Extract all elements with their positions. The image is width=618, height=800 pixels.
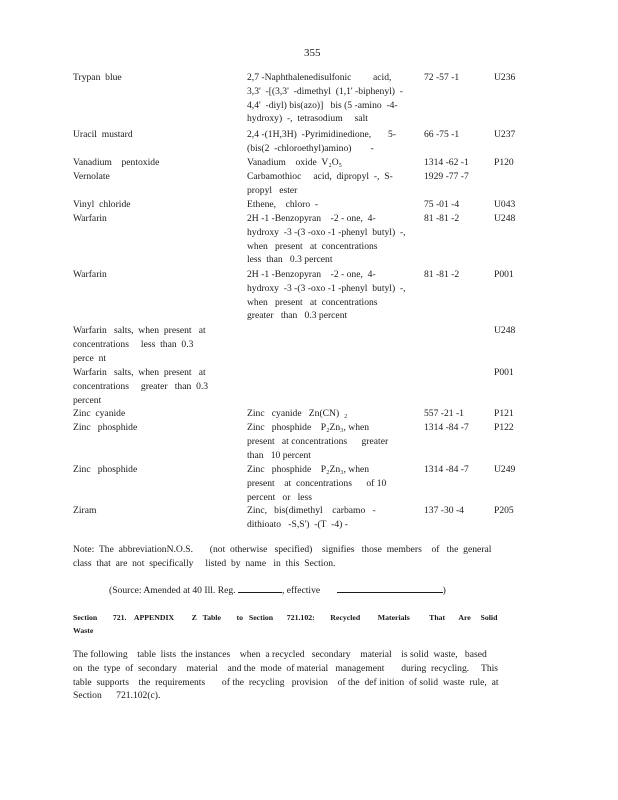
substance-name	[73, 71, 233, 85]
body-line: Section 721.102(c).	[73, 690, 161, 702]
chemical-abstracts-name-line: 4,4' -diyl) bis(azo)] bis (5 -amino -4-	[247, 99, 398, 111]
chemical-abstracts-name-line: Carbamothioc acid, dipropyl -, S-	[247, 171, 393, 182]
chemical-abstracts-name-line: 2H -1 -Benzopyran -2 - one, 4-	[247, 269, 376, 280]
hazardous-waste-number-line: U249	[494, 464, 516, 475]
cas-number-line: 81 -81 -2	[424, 213, 460, 224]
chemical-abstracts-name-line: greater than 0.3 percent	[247, 310, 348, 322]
chemical-abstracts-name-line: less than 0.3 percent	[247, 254, 333, 266]
hazardous-waste-number-line: P205	[494, 505, 514, 516]
substance-name-line: concentrations less than 0.3	[73, 338, 194, 350]
chemical-abstracts-name-line: when present at concentrations	[247, 240, 378, 252]
chemical-abstracts-name-line: than 10 percent	[247, 449, 311, 461]
hazardous-waste-number	[494, 71, 534, 85]
note-line: Note: The abbreviationN.O.S. (not otherwise specified) signifies those members of the general	[73, 544, 492, 555]
chemical-abstracts-name	[247, 268, 417, 323]
cas-number	[424, 198, 484, 212]
chemical-abstracts-name-line: 2,4 -(1H,3H) -Pyrimidinedione, 5-	[247, 129, 396, 140]
chemical-abstracts-name	[247, 71, 417, 126]
cas-number	[424, 71, 484, 85]
cas-number-line: 1929 -77 -7	[424, 171, 469, 182]
cas-number	[424, 170, 484, 184]
substance-name	[73, 156, 233, 170]
cas-number	[424, 463, 484, 477]
substance-name	[73, 212, 233, 226]
note-paragraph	[73, 543, 543, 571]
substance-name-line: Zinc cyanide	[73, 408, 126, 419]
substance-name	[73, 198, 233, 212]
hazardous-waste-number	[494, 128, 534, 142]
chemical-abstracts-name-line: propyl ester	[247, 184, 298, 196]
cas-number	[424, 407, 484, 421]
chemical-abstracts-name-line: hydroxy) -, tetrasodium salt	[247, 113, 368, 125]
hazardous-waste-number-line: P001	[494, 269, 514, 280]
substance-name-line: Vinyl chloride	[73, 199, 131, 210]
cas-number-line: 1314 -62 -1	[424, 157, 469, 168]
section-heading-line: Waste	[73, 626, 94, 635]
cas-number-line: 137 -30 -4	[424, 505, 464, 516]
hazardous-waste-number-line: U248	[494, 325, 516, 336]
source-line	[109, 583, 446, 596]
note-line: class that are not specifically listed by name in this Section.	[73, 557, 336, 569]
substance-name-line: Uracil mustard	[73, 129, 133, 140]
substance-name	[73, 504, 233, 518]
substance-name-line: Warfarin	[73, 213, 107, 224]
substance-name	[73, 463, 233, 477]
chemical-abstracts-name-line: when present at concentrations	[247, 296, 378, 308]
hazardous-waste-number-line: U236	[494, 72, 516, 83]
chemical-abstracts-name-line: hydroxy -3 -(3 -oxo -1 -phenyl butyl) -,	[247, 226, 406, 238]
cas-number	[424, 128, 484, 142]
hazardous-waste-number-line: P001	[494, 367, 514, 378]
hazardous-waste-number	[494, 421, 534, 435]
substance-name	[73, 268, 233, 282]
chemical-abstracts-name-line: 2H -1 -Benzopyran -2 - one, 4-	[247, 213, 376, 224]
chemical-abstracts-name	[247, 463, 417, 504]
chemical-abstracts-name-line: 2,7 -Naphthalenedisulfonic acid,	[247, 72, 392, 83]
cas-number-line: 557 -21 -1	[424, 408, 464, 419]
section-heading-line: Section 721. APPENDIX Z Table to Section 721.102: Recycled Materials That Are Solid	[73, 613, 498, 622]
chemical-abstracts-name	[247, 198, 417, 212]
chemical-abstracts-name-line: Zinc, bis(dimethyl carbamo -	[247, 505, 376, 516]
hazardous-waste-number	[494, 212, 534, 226]
chemical-abstracts-name	[247, 212, 417, 267]
chemical-abstracts-name-line: percent or less	[247, 491, 313, 503]
hazardous-waste-number-line: U043	[494, 199, 516, 210]
cas-number	[424, 504, 484, 518]
cas-number	[424, 421, 484, 435]
chemical-abstracts-name-line: Zinc phosphide P₂Zn₃, when	[247, 464, 370, 475]
hazardous-waste-number	[494, 407, 534, 421]
cas-number-line: 75 -01 -4	[424, 199, 460, 210]
cas-number-line: 81 -81 -2	[424, 269, 460, 280]
chemical-abstracts-name-line: present at concentrations greater	[247, 435, 389, 447]
substance-name-line: Warfarin salts, when present at	[73, 367, 206, 378]
chemical-abstracts-name-line: (bis(2 -chloroethyl)amino) -	[247, 142, 374, 154]
hazardous-waste-number	[494, 156, 534, 170]
chemical-abstracts-name-line: Vanadium oxide V₂O₅	[247, 157, 342, 168]
substance-name-line: Trypan blue	[73, 72, 122, 83]
hazardous-waste-number-line: P122	[494, 422, 514, 433]
source-mid: , effective	[281, 585, 321, 596]
hazardous-waste-number-line: P120	[494, 157, 514, 168]
hazardous-waste-number	[494, 463, 534, 477]
register-blank	[238, 583, 282, 593]
substance-name-line: Ziram	[73, 505, 97, 516]
substance-name-line: Vanadium pentoxide	[73, 157, 160, 168]
chemical-abstracts-name-line: dithioato -S,S') -(T -4) -	[247, 518, 348, 530]
substance-name-line: perce nt	[73, 352, 107, 364]
hazardous-waste-number-line: U237	[494, 129, 516, 140]
hazardous-waste-number	[494, 198, 534, 212]
chemical-abstracts-name-line: Zinc phosphide P₂Zn₃, when	[247, 422, 370, 433]
substance-name	[73, 128, 233, 142]
source-prefix: (Source: Amended at 40 Ill. Reg.	[109, 585, 236, 596]
substance-name	[73, 421, 233, 435]
chemical-abstracts-name-line: Zinc cyanide Zn(CN) ₂	[247, 408, 348, 419]
substance-name	[73, 324, 233, 365]
substance-name	[73, 170, 233, 184]
body-paragraph	[73, 648, 543, 703]
cas-number-line: 66 -75 -1	[424, 129, 460, 140]
chemical-abstracts-name	[247, 128, 417, 156]
hazardous-waste-number	[494, 504, 534, 518]
chemical-abstracts-name-line: Ethene, chloro -	[247, 199, 319, 210]
substance-name-line: Warfarin salts, when present at	[73, 325, 206, 336]
chemical-abstracts-name	[247, 504, 417, 532]
body-line: on the type of secondary material and the mode of material management during recycling. This	[73, 662, 499, 674]
substance-name-line: concentrations greater than 0.3	[73, 380, 209, 392]
chemical-abstracts-name	[247, 407, 417, 421]
substance-name	[73, 366, 233, 407]
cas-number	[424, 156, 484, 170]
chemical-abstracts-name	[247, 421, 417, 462]
cas-number	[424, 212, 484, 226]
chemical-abstracts-name	[247, 170, 417, 198]
hazardous-waste-number-line: P121	[494, 408, 514, 419]
hazardous-waste-number	[494, 268, 534, 282]
cas-number-line: 1314 -84 -7	[424, 422, 469, 433]
cas-number-line: 72 -57 -1	[424, 72, 460, 83]
substance-name-line: percent	[73, 394, 102, 406]
chemical-abstracts-name-line: hydroxy -3 -(3 -oxo -1 -phenyl butyl) -,	[247, 282, 406, 294]
hazardous-waste-number	[494, 366, 534, 380]
chemical-abstracts-name-line: 3,3' -[(3,3' -dimethyl (1,1' -biphenyl) -	[247, 85, 403, 97]
hazardous-waste-number-line: U248	[494, 213, 516, 224]
substance-name-line: Warfarin	[73, 269, 107, 280]
substance-name-line: Vernolate	[73, 171, 110, 182]
chemical-abstracts-name-line: present at concentrations of 10	[247, 477, 387, 489]
substance-name-line: Zinc phosphide	[73, 422, 138, 433]
hazardous-waste-number	[494, 324, 534, 338]
substance-name	[73, 407, 233, 421]
cas-number-line: 1314 -84 -7	[424, 464, 469, 475]
body-line: The following table lists the instances when a recycled secondary material is solid waste, based	[73, 649, 487, 660]
section-heading	[73, 611, 543, 637]
cas-number	[424, 268, 484, 282]
effective-date-blank	[337, 583, 443, 593]
body-line: table supports the requirements of the recycling provision of the def inition of solid waste rule, at	[73, 676, 499, 688]
chemical-abstracts-name	[247, 156, 417, 170]
source-suffix: )	[442, 585, 446, 596]
substance-name-line: Zinc phosphide	[73, 464, 138, 475]
